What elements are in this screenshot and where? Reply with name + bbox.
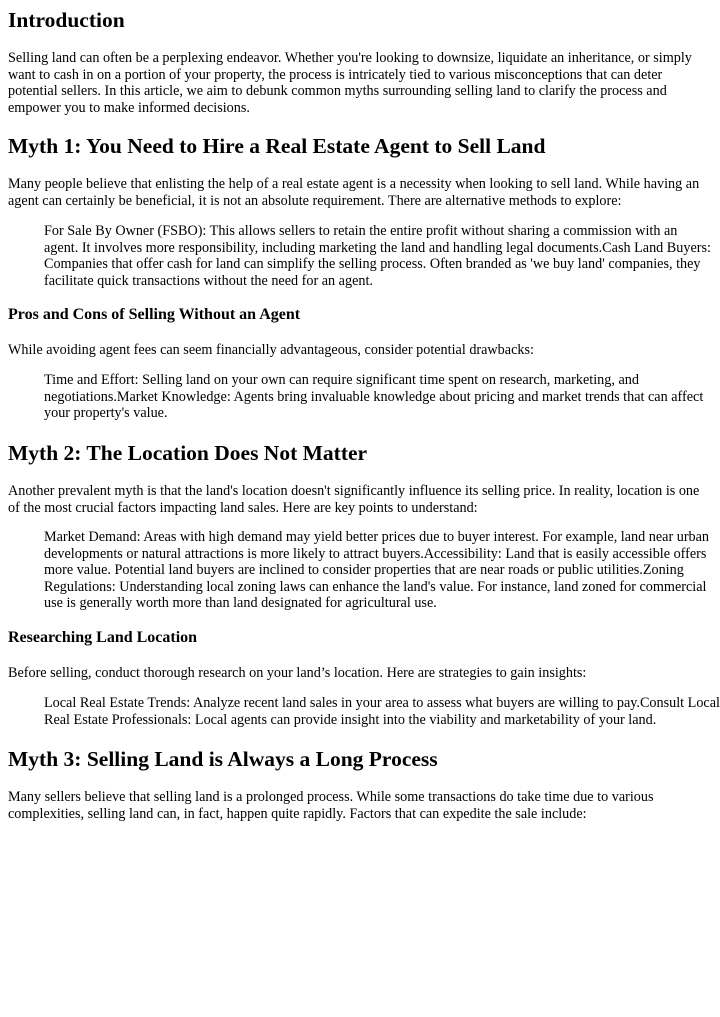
quote-research-strategies: Local Real Estate Trends: Analyze recent land sales in your area to assess what buyers are willing to pay.Consult Local Real Estate Professionals: Local agents can provide insight into the viability and marketability of your land. — [44, 695, 720, 728]
heading-pros-cons: Pros and Cons of Selling Without an Agent — [8, 306, 301, 323]
quote-myth-2-key-points: Market Demand: Areas with high demand may yield better prices due to buyer interest. For example, land near urban developments or natural attractions is more likely to attract buyers.Accessibility: Land that is easily accessible offers more value. Potential land buyers are inclined to consider properties that are near roads or public utilities.Zoning Regulations: Understanding local zoning laws can enhance the land's value. For instance, land zoned for commercial use is generally worth more than land designated for agricultural use. — [44, 529, 710, 611]
heading-introduction: Introduction — [8, 8, 125, 32]
paragraph-researching-location: Before selling, conduct thorough research on your land’s location. Here are strategies to gain insights: — [8, 665, 587, 681]
paragraph-pros-cons: While avoiding agent fees can seem financially advantageous, consider potential drawbacks: — [8, 342, 534, 358]
paragraph-myth-1: Many people believe that enlisting the help of a real estate agent is a necessity when looking to sell land. While having an agent can certainly be beneficial, it is not an absolute requirement. There are alternative methods to explore: — [8, 176, 700, 209]
heading-myth-1: Myth 1: You Need to Hire a Real Estate Agent to Sell Land — [8, 134, 546, 158]
heading-researching-location: Researching Land Location — [8, 629, 198, 646]
paragraph-myth-3: Many sellers believe that selling land is a prolonged process. While some transactions do take time due to various complexities, selling land can, in fact, happen quite rapidly. Factors that can expedite the sale include: — [8, 789, 654, 822]
paragraph-myth-2: Another prevalent myth is that the land's location doesn't significantly influence its selling price. In reality, location is one of the most crucial factors impacting land sales. Here are key points to understand: — [8, 483, 700, 516]
quote-myth-1-alternatives: For Sale By Owner (FSBO): This allows sellers to retain the entire profit without sharing a commission with an agent. It involves more responsibility, including marketing the land and handling legal documents.Cash Land Buyers: Companies that offer cash for land can simplify the selling process. Often branded as 'we buy land' companies, they facilitate quick transactions without the need for an agent. — [44, 223, 711, 289]
heading-myth-3: Myth 3: Selling Land is Always a Long Process — [8, 747, 438, 771]
quote-pros-cons-drawbacks: Time and Effort: Selling land on your own can require significant time spent on research, marketing, and negotiations.Market Knowledge: Agents bring invaluable knowledge about pricing and market trends that can affect your property's value. — [44, 372, 704, 421]
paragraph-introduction: Selling land can often be a perplexing endeavor. Whether you're looking to downsize, liquidate an inheritance, or simply want to cash in on a portion of your property, the process is intricately tied to various misconceptions that can deter potential sellers. In this article, we aim to debunk common myths surrounding selling land to clarify the process and empower you to make informed decisions. — [8, 50, 692, 116]
heading-myth-2: Myth 2: The Location Does Not Matter — [8, 441, 368, 465]
